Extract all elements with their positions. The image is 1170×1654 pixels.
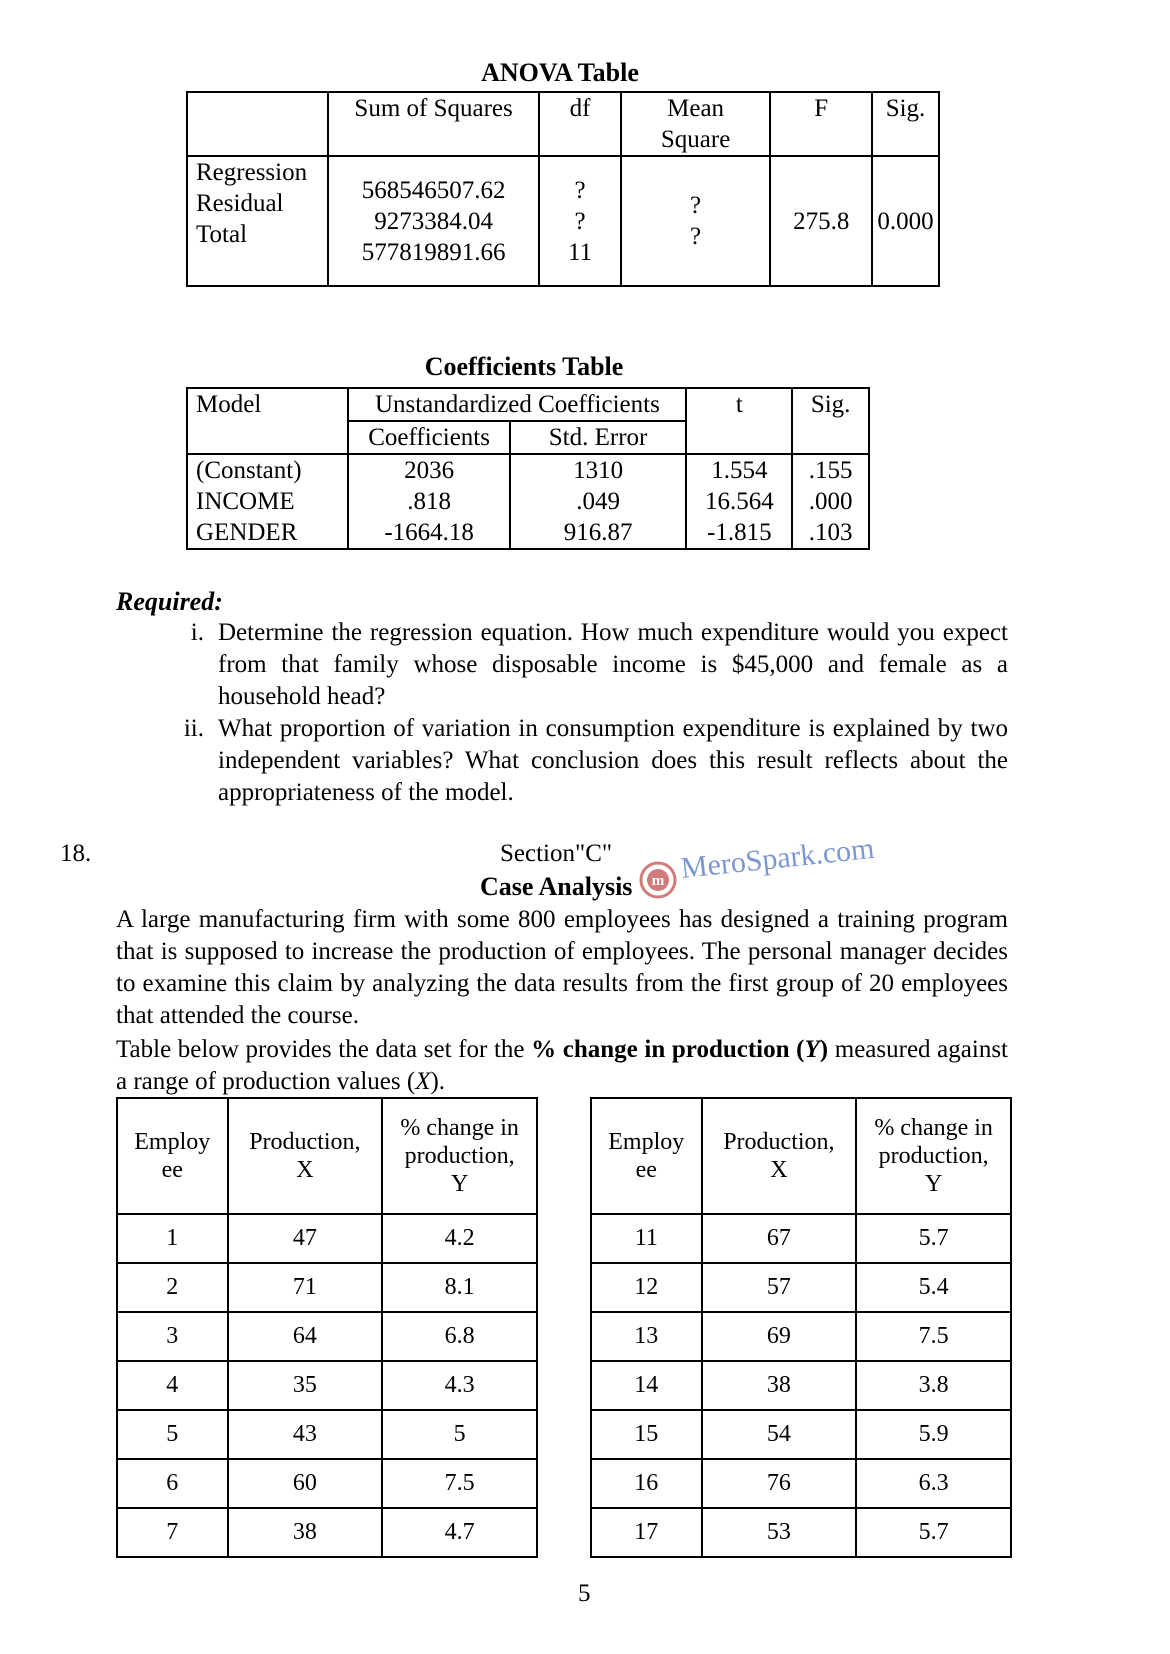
coef-gender: -1664.18 <box>384 519 474 546</box>
table-row <box>591 1508 1011 1557</box>
cell-employee: 16 <box>591 1459 702 1508</box>
cell-employee: 4 <box>117 1361 228 1410</box>
cell-employee: 12 <box>591 1263 702 1312</box>
se-values <box>510 454 687 549</box>
table-row <box>591 1459 1011 1508</box>
ms-regression: ? <box>690 192 702 219</box>
cell-production: 69 <box>702 1312 857 1361</box>
cell-employee: 2 <box>117 1263 228 1312</box>
anova-sig-cell: 0.000 <box>872 156 939 286</box>
label-residual: Residual <box>196 190 284 217</box>
cell-production: 35 <box>228 1361 383 1410</box>
table-row <box>117 1361 537 1410</box>
cell-production: 76 <box>702 1459 857 1508</box>
df-residual: ? <box>574 207 586 235</box>
anova-header-df: df <box>539 92 621 156</box>
t-gender: -1.815 <box>707 519 772 546</box>
page-number: 5 <box>578 1580 591 1607</box>
cell-employee: 5 <box>117 1410 228 1459</box>
cell-change: 6.3 <box>856 1459 1011 1508</box>
anova-df-cell <box>539 156 621 286</box>
cell-employee: 14 <box>591 1361 702 1410</box>
item-text: What proportion of variation in consumption expenditure is explained by two independent variables? What conclusion does this result reflects about the appropriateness of the model. <box>218 715 1008 806</box>
data-table-left <box>116 1097 538 1558</box>
coef-values <box>348 454 509 549</box>
cell-change: 5.4 <box>856 1263 1011 1312</box>
coef-header-coef: Coefficients <box>348 421 509 454</box>
cell-production: 71 <box>228 1263 383 1312</box>
cell-production: 64 <box>228 1312 383 1361</box>
df-total: 11 <box>568 238 593 266</box>
coef-header-model: Model <box>187 388 348 454</box>
required-heading: Required: <box>116 587 223 616</box>
section-title: Section"C" <box>500 840 613 867</box>
cell-production: 57 <box>702 1263 857 1312</box>
table-row <box>591 1312 1011 1361</box>
table-row <box>117 1312 537 1361</box>
table-row <box>591 1361 1011 1410</box>
cell-employee: 11 <box>591 1214 702 1263</box>
para2-y: Y <box>804 1036 820 1063</box>
item-number: ii. <box>183 715 204 742</box>
cell-production: 67 <box>702 1214 857 1263</box>
header-change: % change in production, Y <box>382 1098 537 1214</box>
watermark-logo-letter: m <box>651 873 665 889</box>
para2-bold <box>531 1036 828 1063</box>
coef-constant: 2036 <box>404 457 455 484</box>
ms-residual: ? <box>690 223 702 250</box>
cell-employee: 15 <box>591 1410 702 1459</box>
required-item-1 <box>190 617 1008 713</box>
cell-production: 60 <box>228 1459 383 1508</box>
cell-production: 38 <box>702 1361 857 1410</box>
t-income: 16.564 <box>704 488 774 515</box>
coef-income: .818 <box>407 488 451 515</box>
label-total: Total <box>196 221 248 248</box>
para2-x: X <box>415 1068 431 1095</box>
coef-header-se: Std. Error <box>510 421 687 454</box>
coef-header-unstd: Unstandardized Coefficients <box>348 388 686 421</box>
se-income: .049 <box>576 488 620 515</box>
cell-change: 5.7 <box>856 1508 1011 1557</box>
cell-production: 53 <box>702 1508 857 1557</box>
cell-change: 4.7 <box>382 1508 537 1557</box>
anova-f-cell: 275.8 <box>770 156 872 286</box>
coefficients-table <box>186 387 870 550</box>
table-row <box>117 1508 537 1557</box>
cell-change: 5.7 <box>856 1214 1011 1263</box>
label-gender: GENDER <box>196 519 298 546</box>
watermark-text: MeroSpark.com <box>679 840 876 885</box>
cell-employee: 3 <box>117 1312 228 1361</box>
coef-labels <box>187 454 348 549</box>
cell-change: 7.5 <box>382 1459 537 1508</box>
cell-employee: 13 <box>591 1312 702 1361</box>
cell-change: 3.8 <box>856 1361 1011 1410</box>
df-regression: ? <box>574 176 586 204</box>
table-row <box>117 1263 537 1312</box>
anova-header-sig: Sig. <box>872 92 939 156</box>
table-row <box>117 1214 537 1263</box>
para2-cont: measured against a range of production values ( <box>116 1036 1008 1095</box>
table-row <box>591 1214 1011 1263</box>
para2-close: ) <box>819 1036 829 1063</box>
cell-employee: 1 <box>117 1214 228 1263</box>
anova-title: ANOVA Table <box>481 58 639 87</box>
cell-employee: 17 <box>591 1508 702 1557</box>
para2-bold-text: % change in production ( <box>531 1036 805 1063</box>
label-regression: Regression <box>196 159 308 186</box>
se-constant: 1310 <box>573 457 624 484</box>
coefficients-title: Coefficients Table <box>424 352 624 381</box>
para2-end: ). <box>430 1068 446 1095</box>
required-item-2 <box>183 713 1008 809</box>
watermark <box>636 840 906 900</box>
cell-production: 47 <box>228 1214 383 1263</box>
se-gender: 916.87 <box>563 519 633 546</box>
coef-header-sig: Sig. <box>792 388 869 454</box>
t-values <box>686 454 792 549</box>
header-employee: Employee <box>117 1098 228 1214</box>
header-production: Production, X <box>702 1098 857 1214</box>
label-income: INCOME <box>196 488 295 515</box>
header-production: Production, X <box>228 1098 383 1214</box>
anova-header-f: F <box>770 92 872 156</box>
ss-total: 577819891.66 <box>361 238 506 266</box>
cell-employee: 6 <box>117 1459 228 1508</box>
label-constant: (Constant) <box>196 457 302 484</box>
anova-ss-cell <box>328 156 539 286</box>
sig-gender: .103 <box>808 519 853 546</box>
cell-change: 4.2 <box>382 1214 537 1263</box>
table-row <box>117 1410 537 1459</box>
sig-constant: .155 <box>808 457 853 484</box>
item-number: i. <box>190 619 204 646</box>
cell-production: 38 <box>228 1508 383 1557</box>
cell-production: 43 <box>228 1410 383 1459</box>
cell-change: 7.5 <box>856 1312 1011 1361</box>
cell-production: 54 <box>702 1410 857 1459</box>
case-paragraph: A large manufacturing firm with some 800 employees has designed a training program that is supposed to increase the production of employees. The personal manager decides to examine this claim by analyzing the data results from the first group of 20 employees that attended the course. <box>116 906 1008 1029</box>
header-employee: Employee <box>591 1098 702 1214</box>
cell-change: 5 <box>382 1410 537 1459</box>
anova-table <box>186 91 940 287</box>
ss-regression: 568546507.62 <box>361 176 506 204</box>
case-paragraph-2 <box>116 1034 1008 1098</box>
table-row <box>591 1263 1011 1312</box>
anova-header-ms: Mean Square <box>621 92 771 156</box>
item-text: Determine the regression equation. How much expenditure would you expect from that family whose disposable income is $45,000 and female as a household head? <box>218 619 1008 710</box>
ss-residual: 9273384.04 <box>374 207 493 235</box>
cell-change: 5.9 <box>856 1410 1011 1459</box>
para2-start: Table below provides the data set for the <box>116 1036 525 1063</box>
header-change: % change in production, Y <box>856 1098 1011 1214</box>
anova-header-ss: Sum of Squares <box>328 92 539 156</box>
question-number: 18. <box>60 840 92 867</box>
cell-change: 4.3 <box>382 1361 537 1410</box>
cell-employee: 7 <box>117 1508 228 1557</box>
anova-row-labels <box>187 156 328 286</box>
anova-header-blank <box>187 92 328 156</box>
data-table-right <box>590 1097 1012 1558</box>
sig-income: .000 <box>808 488 853 515</box>
coef-header-t: t <box>686 388 792 454</box>
table-row <box>117 1459 537 1508</box>
t-constant: 1.554 <box>711 457 768 484</box>
sig-values <box>792 454 869 549</box>
cell-change: 8.1 <box>382 1263 537 1312</box>
cell-change: 6.8 <box>382 1312 537 1361</box>
case-title: Case Analysis <box>480 872 633 901</box>
table-row <box>591 1410 1011 1459</box>
anova-ms-cell <box>621 156 771 286</box>
